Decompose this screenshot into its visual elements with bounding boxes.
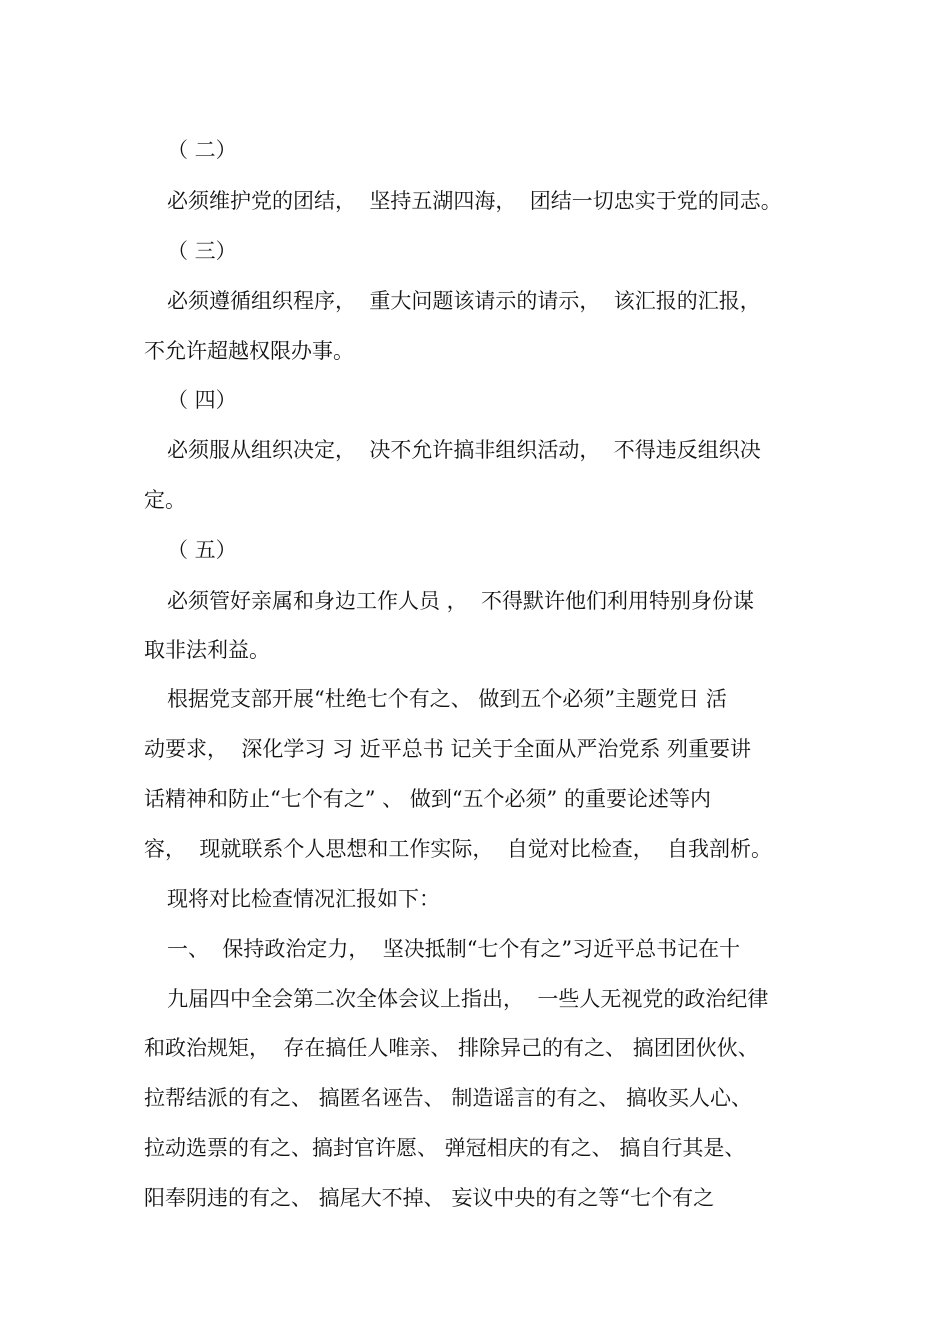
section-heading-1: 一、 保持政治定力， 坚决抵制“七个有之”习近平总书记在十	[167, 937, 741, 961]
paragraph-line: 拉动选票的有之、搞封官许愿、 弹冠相庆的有之、 搞自行其是、	[144, 1136, 746, 1160]
paragraph-line: 容， 现就联系个人思想和工作实际， 自觉对比检查， 自我剖析。	[144, 837, 773, 861]
paragraph-line: 拉帮结派的有之、 搞匿名诬告、 制造谣言的有之、 搞收买人心、	[144, 1086, 753, 1110]
paragraph-line: 必须管好亲属和身边工作人员 ， 不得默许他们利用特别身份谋	[167, 589, 755, 613]
paragraph-line: 必须维护党的团结， 坚持五湖四海， 团结一切忠实于党的同志。	[167, 189, 782, 213]
heading-5: （ 五）	[167, 538, 237, 562]
paragraph-line: 必须服从组织决定， 决不允许搞非组织活动， 不得违反组织决	[167, 438, 761, 462]
paragraph-line: 和政治规矩， 存在搞任人唯亲、 排除异己的有之、 搞团团伙伙、	[144, 1036, 759, 1060]
heading-2: （ 二）	[167, 138, 237, 162]
heading-3: （ 三）	[167, 239, 237, 263]
paragraph-line: 现将对比检查情况汇报如下：	[167, 887, 440, 911]
paragraph-line: 定。	[144, 488, 186, 512]
heading-4: （ 四）	[167, 388, 237, 412]
paragraph-line: 根据党支部开展“杜绝七个有之、 做到五个必须”主题党日 活	[167, 687, 727, 711]
paragraph-line: 取非法利益。	[144, 638, 270, 662]
paragraph-line: 话精神和防止“七个有之” 、 做到“五个必须” 的重要论述等内	[144, 787, 711, 811]
paragraph-line: 动要求， 深化学习 习 近平总书 记关于全面从严治党系 列重要讲	[144, 737, 752, 761]
paragraph-line: 不允许超越权限办事。	[144, 339, 354, 363]
paragraph-line: 必须遵循组织程序， 重大问题该请示的请示， 该汇报的汇报，	[167, 289, 761, 313]
paragraph-line: 九届四中全会第二次全体会议上指出， 一些人无视党的政治纪律	[167, 987, 769, 1011]
paragraph-line: 阳奉阴违的有之、 搞尾大不掉、 妄议中央的有之等“七个有之	[144, 1186, 715, 1210]
